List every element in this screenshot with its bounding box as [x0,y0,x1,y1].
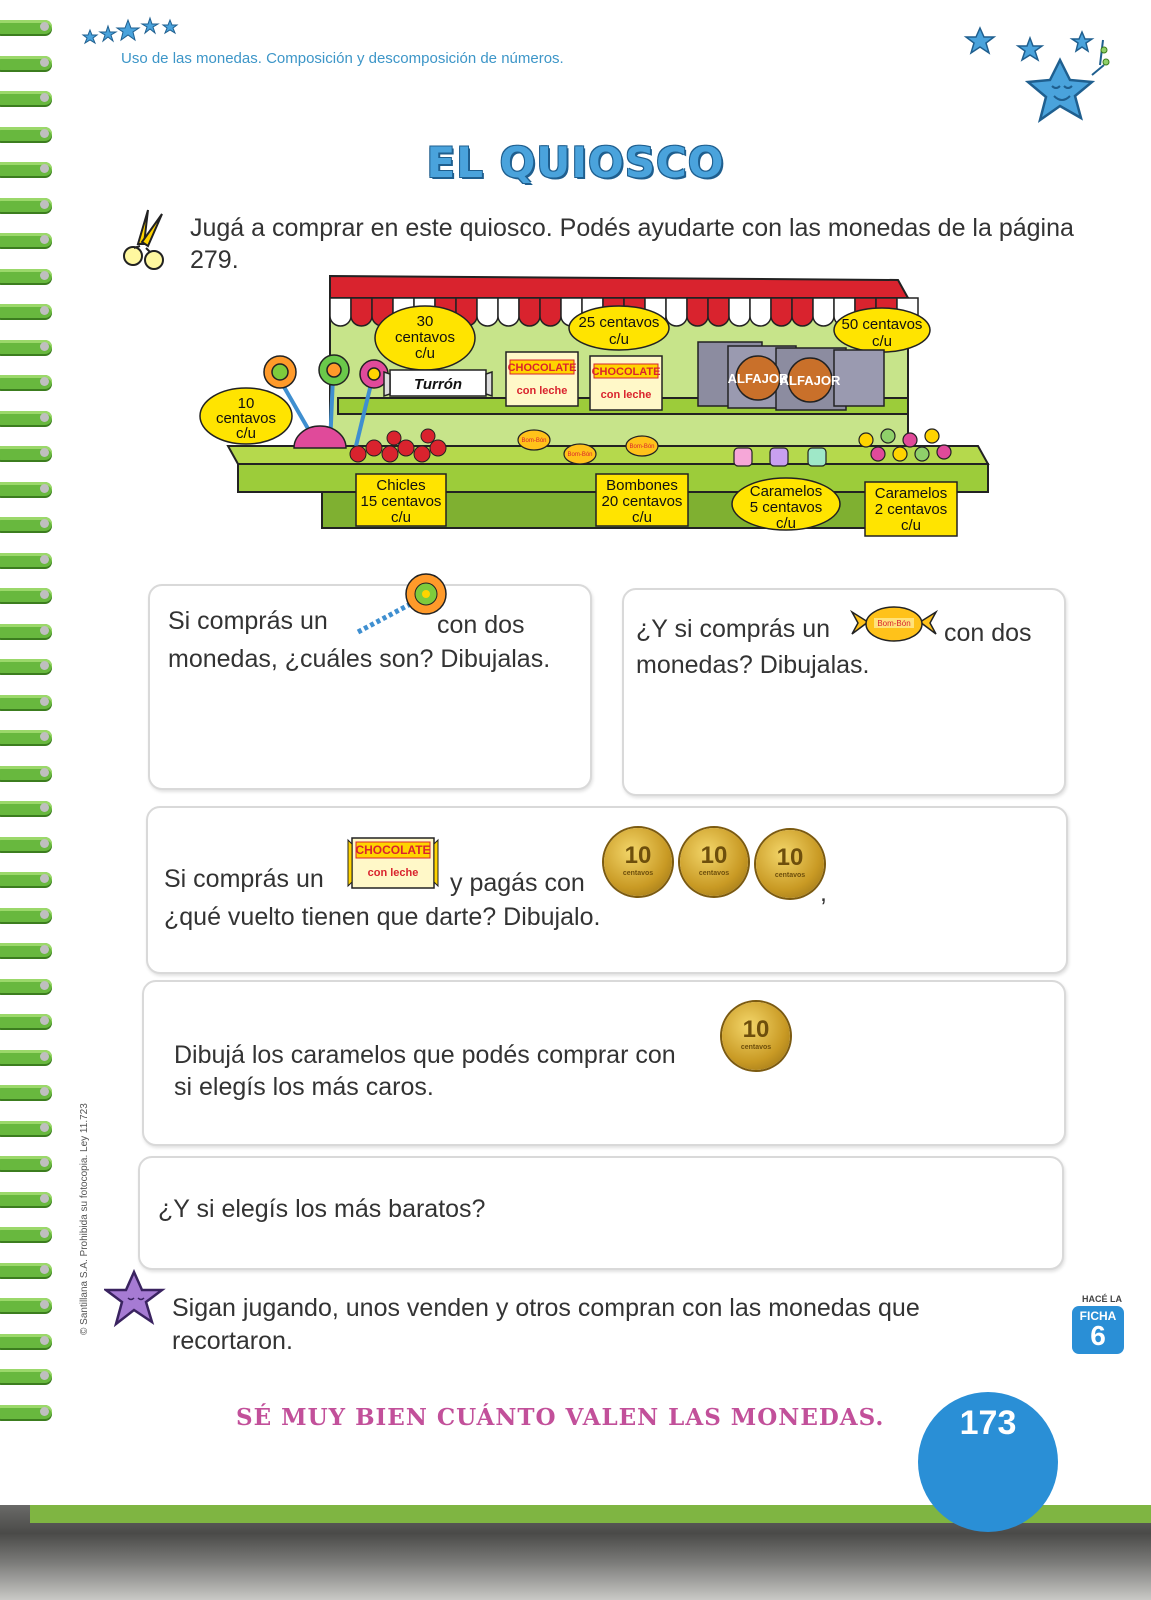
coin-3-value: 10 [776,844,804,871]
awning-stripe [771,298,792,326]
binding-hole [40,1052,49,1061]
intro-instruction: Jugá a comprar en este quiosco. Podés ayudarte con las monedas de la página 279. [190,214,1074,274]
ficha-prefix: HACÉ LA [1082,1294,1122,1304]
coin-icon-2 [680,828,748,896]
q1-text-b: con dos [437,611,525,639]
q4-text-a: Dibujá los caramelos que podés comprar con [174,1041,676,1069]
awning-stripe [477,298,498,326]
binding-hole [40,803,49,812]
binding-hole [40,1016,49,1025]
binding-hole [40,839,49,848]
binding-hole [40,377,49,386]
q3-text-b: y pagás con [450,869,585,897]
kiosk-illustration [198,268,998,550]
awning-stripe [729,298,750,326]
price-alfajor-line1: 50 centavos [841,316,923,333]
star-character-icon [960,20,1125,140]
binding-hole [40,910,49,919]
star-icon [104,1268,168,1330]
awning-stripe [498,298,519,326]
price-chocolate-line2: c/u [608,331,630,348]
coin-icon-4 [722,1002,790,1070]
spiral-binding [0,20,60,1470]
binding-hole [40,1158,49,1167]
coin-icon-3 [756,830,824,898]
binding-hole [40,732,49,741]
q1-text-a: Si comprás un [168,607,328,635]
coin-1-unit: centavos [622,870,654,877]
price-lollipop-line2: centavos [215,410,277,427]
price-turron-line1: 30 [416,313,434,330]
binding-hole [40,342,49,351]
sign-chicles-line1: Chicles [376,477,426,494]
binding-hole [40,1087,49,1096]
product-chocolate-2-sub: con leche [600,389,652,401]
q3-text-d: ¿qué vuelto tienen que darte? Dibujalo. [164,903,601,931]
coin-4-value: 10 [742,1016,770,1043]
product-alfajor-2: ALFAJOR [779,373,841,388]
binding-hole [40,626,49,635]
awning-stripe [519,298,540,326]
sign-caramelos5-line3: c/u [775,515,797,532]
copyright-note: © Santillana S.A. Prohibida su fotocopia. Ley 11.723 [79,1103,90,1335]
price-chocolate-line1: 25 centavos [578,314,660,331]
coin-3-unit: centavos [774,872,806,879]
product-chocolate-1-name: CHOCOLATE [507,362,577,374]
binding-hole [40,1407,49,1416]
q3-text-a: Si comprás un [164,865,324,893]
binding-hole [40,271,49,280]
ficha-label: FICHA [1079,1309,1117,1323]
binding-hole [40,22,49,31]
binding-hole [40,413,49,422]
binding-hole [40,768,49,777]
stars-decoration-icon [80,8,200,48]
binding-hole [40,448,49,457]
binding-hole [40,1194,49,1203]
price-turron-line3: c/u [414,345,436,362]
ficha-number: 6 [1090,1320,1106,1351]
sign-caramelos2-line1: Caramelos [874,485,948,502]
product-alfajor-1: ALFAJOR [727,371,789,386]
binding-hole [40,235,49,244]
binding-hole [40,1300,49,1309]
binding-hole [40,945,49,954]
binding-hole [40,1229,49,1238]
chocolate-icon-sub: con leche [367,867,419,879]
price-alfajor-line2: c/u [871,333,893,350]
binding-hole [40,200,49,209]
sign-caramelos5-line1: Caramelos [749,483,823,500]
q2-text-c: monedas? Dibujalas. [636,651,870,679]
awning-stripe [666,298,687,326]
binding-hole [40,697,49,706]
sign-bombones-line2: 20 centavos [601,493,683,510]
coin-2-unit: centavos [698,870,730,877]
awning-stripe [330,298,351,326]
binding-hole [40,484,49,493]
binding-hole [40,1123,49,1132]
awning-stripe [792,298,813,326]
binding-hole [40,555,49,564]
coin-icon-1 [604,828,672,896]
sign-caramelos2-line2: 2 centavos [874,501,948,518]
coin-4-unit: centavos [740,1044,772,1051]
chocolate-icon-name: CHOCOLATE [355,843,431,857]
binding-hole [40,129,49,138]
binding-hole [40,981,49,990]
chocolate-icon [346,832,440,894]
price-turron-line2: centavos [394,329,456,346]
binding-hole [40,661,49,670]
sign-chicles-line3: c/u [390,509,412,526]
binding-hole [40,590,49,599]
scissors-icon [118,208,170,274]
sign-chicles-line2: 15 centavos [360,493,442,510]
footer-slogan: SÉ MUY BIEN CUÁNTO VALEN LAS MONEDAS. [236,1404,885,1431]
sign-caramelos2-line3: c/u [900,517,922,534]
awning-stripe [708,298,729,326]
product-bombon-1: Bom-Bón [521,438,547,444]
q2-text-a: ¿Y si comprás un [636,615,831,643]
product-chocolate-1-sub: con leche [516,385,568,397]
ficha-badge [1072,1306,1124,1354]
price-lollipop-line3: c/u [235,425,257,442]
q5-text: ¿Y si elegís los más baratos? [158,1195,486,1223]
product-turron: Turrón [413,376,463,393]
awning-stripe [687,298,708,326]
bombon-icon-label: Bom-Bón [877,619,911,628]
binding-hole [40,1371,49,1380]
q4-text-b: si elegís los más caros. [174,1073,434,1101]
binding-hole [40,519,49,528]
product-chocolate-2-name: CHOCOLATE [591,366,661,378]
coin-1-value: 10 [624,842,652,869]
sign-caramelos5-line2: 5 centavos [749,499,823,516]
price-lollipop-line1: 10 [237,395,255,412]
binding-hole [40,306,49,315]
q3-text-c: , [820,879,827,907]
awning-stripe [750,298,771,326]
lollipop-icon [352,570,448,640]
binding-hole [40,1265,49,1274]
topic-subtitle: Uso de las monedas. Composición y descomposición de números. [121,50,564,67]
product-bombon-3: Bom-Bón [629,444,655,450]
binding-hole [40,93,49,102]
bombon-icon [848,602,940,648]
binding-hole [40,58,49,67]
sign-bombones-line3: c/u [631,509,653,526]
awning-stripe [813,298,834,326]
sign-bombones-line1: Bombones [606,477,678,494]
q2-text-b: con dos [944,619,1032,647]
awning-stripe [540,298,561,326]
q1-text-c: monedas, ¿cuáles son? Dibujalas. [168,645,551,673]
closing-instruction: Sigan jugando, unos venden y otros compran con las monedas que recortaron. [172,1294,920,1355]
awning-stripe [351,298,372,326]
binding-hole [40,874,49,883]
page-title: EL QUIOSCO [426,138,725,187]
page-number: 173 [959,1404,1017,1442]
coin-2-value: 10 [700,842,728,869]
product-bombon-2: Bom-Bón [567,452,593,458]
binding-hole [40,1336,49,1345]
